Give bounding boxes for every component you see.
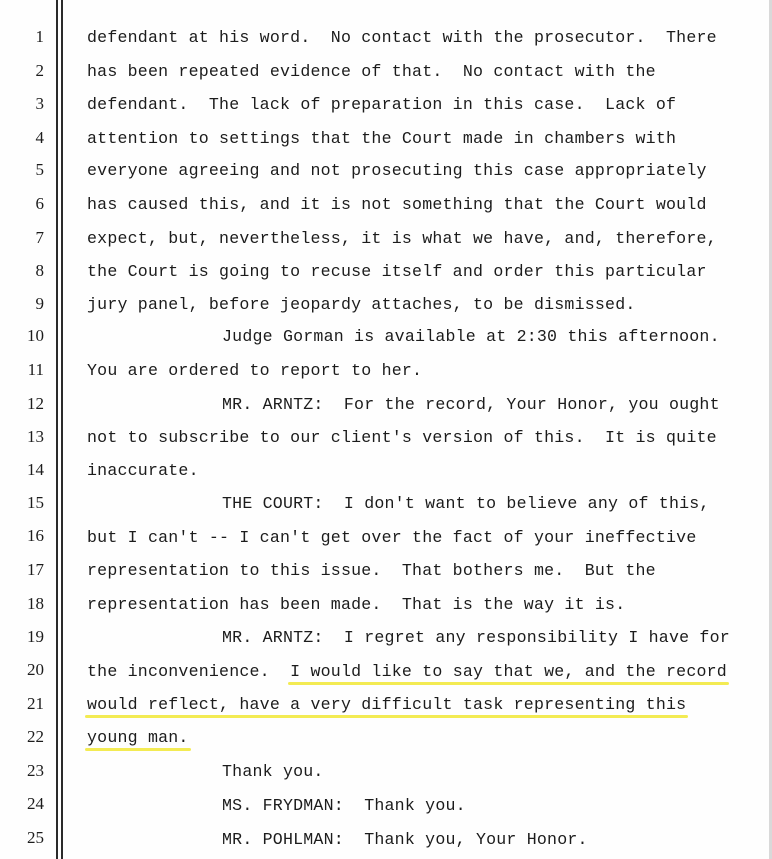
transcript-line: defendant at his word. No contact with the prosecutor. There — [87, 28, 717, 47]
line-number: 13 — [27, 427, 44, 446]
line-number: 10 — [27, 326, 44, 345]
transcript-line: jury panel, before jeopardy attaches, to be dismissed. — [87, 295, 636, 314]
line-number: 12 — [27, 394, 44, 413]
line-number: 23 — [27, 761, 44, 780]
line-number: 3 — [35, 94, 44, 113]
highlighted-text: would reflect, have a very difficult task representing this — [87, 695, 687, 714]
transcript-line: defendant. The lack of preparation in this case. Lack of — [87, 95, 677, 114]
speaker-line: MS. FRYDMAN: Thank you. — [222, 796, 466, 815]
highlighted-text: young man. — [87, 728, 189, 747]
line-lead-text: the inconvenience. — [87, 662, 291, 681]
transcript-line: not to subscribe to our client's version of this. It is quite — [87, 428, 717, 447]
line-number: 2 — [35, 61, 44, 80]
line-number: 7 — [35, 228, 44, 247]
line-number: 15 — [27, 493, 44, 512]
transcript-line: representation to this issue. That bothers me. But the — [87, 561, 656, 580]
speaker-line: MR. ARNTZ: I regret any responsibility I have for — [222, 628, 730, 647]
transcript-line: but I can't -- I can't get over the fact of your ineffective — [87, 528, 697, 547]
line-number: 9 — [35, 294, 44, 313]
transcript-line-22 — [87, 728, 189, 747]
highlighted-text: I would like to say that we, and the record — [290, 662, 727, 681]
transcript-line: the Court is going to recuse itself and order this particular — [87, 262, 707, 281]
line-number: 6 — [35, 194, 44, 213]
margin-rule-outer — [56, 0, 58, 859]
speaker-line: MR. ARNTZ: For the record, Your Honor, you ought — [222, 395, 720, 414]
line-number: 17 — [27, 560, 44, 579]
transcript-line: has been repeated evidence of that. No contact with the — [87, 62, 656, 81]
line-number: 4 — [35, 128, 44, 147]
line-number: 14 — [27, 460, 44, 479]
transcript-line: everyone agreeing and not prosecuting this case appropriately — [87, 161, 707, 180]
line-number: 20 — [27, 660, 44, 679]
margin-rule-inner — [61, 0, 63, 859]
transcript-line: You are ordered to report to her. — [87, 361, 423, 380]
line-number: 11 — [27, 360, 44, 379]
speaker-line: THE COURT: I don't want to believe any of this, — [222, 494, 710, 513]
line-number: 25 — [27, 828, 44, 847]
line-number: 19 — [27, 627, 44, 646]
transcript-line: has caused this, and it is not something that the Court would — [87, 195, 707, 214]
line-number: 5 — [35, 160, 44, 179]
line-number: 1 — [35, 27, 44, 46]
transcript-line-20 — [87, 662, 727, 681]
speaker-line: MR. POHLMAN: Thank you, Your Honor. — [222, 830, 588, 849]
line-number: 22 — [27, 727, 44, 746]
transcript-line: inaccurate. — [87, 461, 199, 480]
line-number: 21 — [27, 694, 44, 713]
transcript-line: attention to settings that the Court made in chambers with — [87, 129, 677, 148]
line-number: 16 — [27, 526, 44, 545]
line-number: 8 — [35, 261, 44, 280]
transcript-line: Thank you. — [222, 762, 324, 781]
line-number: 18 — [27, 594, 44, 613]
transcript-line: expect, but, nevertheless, it is what we have, and, therefore, — [87, 229, 717, 248]
line-number: 24 — [27, 794, 44, 813]
transcript-line: representation has been made. That is the way it is. — [87, 595, 626, 614]
transcript-line: Judge Gorman is available at 2:30 this afternoon. — [222, 327, 720, 346]
transcript-line-21 — [87, 695, 686, 714]
